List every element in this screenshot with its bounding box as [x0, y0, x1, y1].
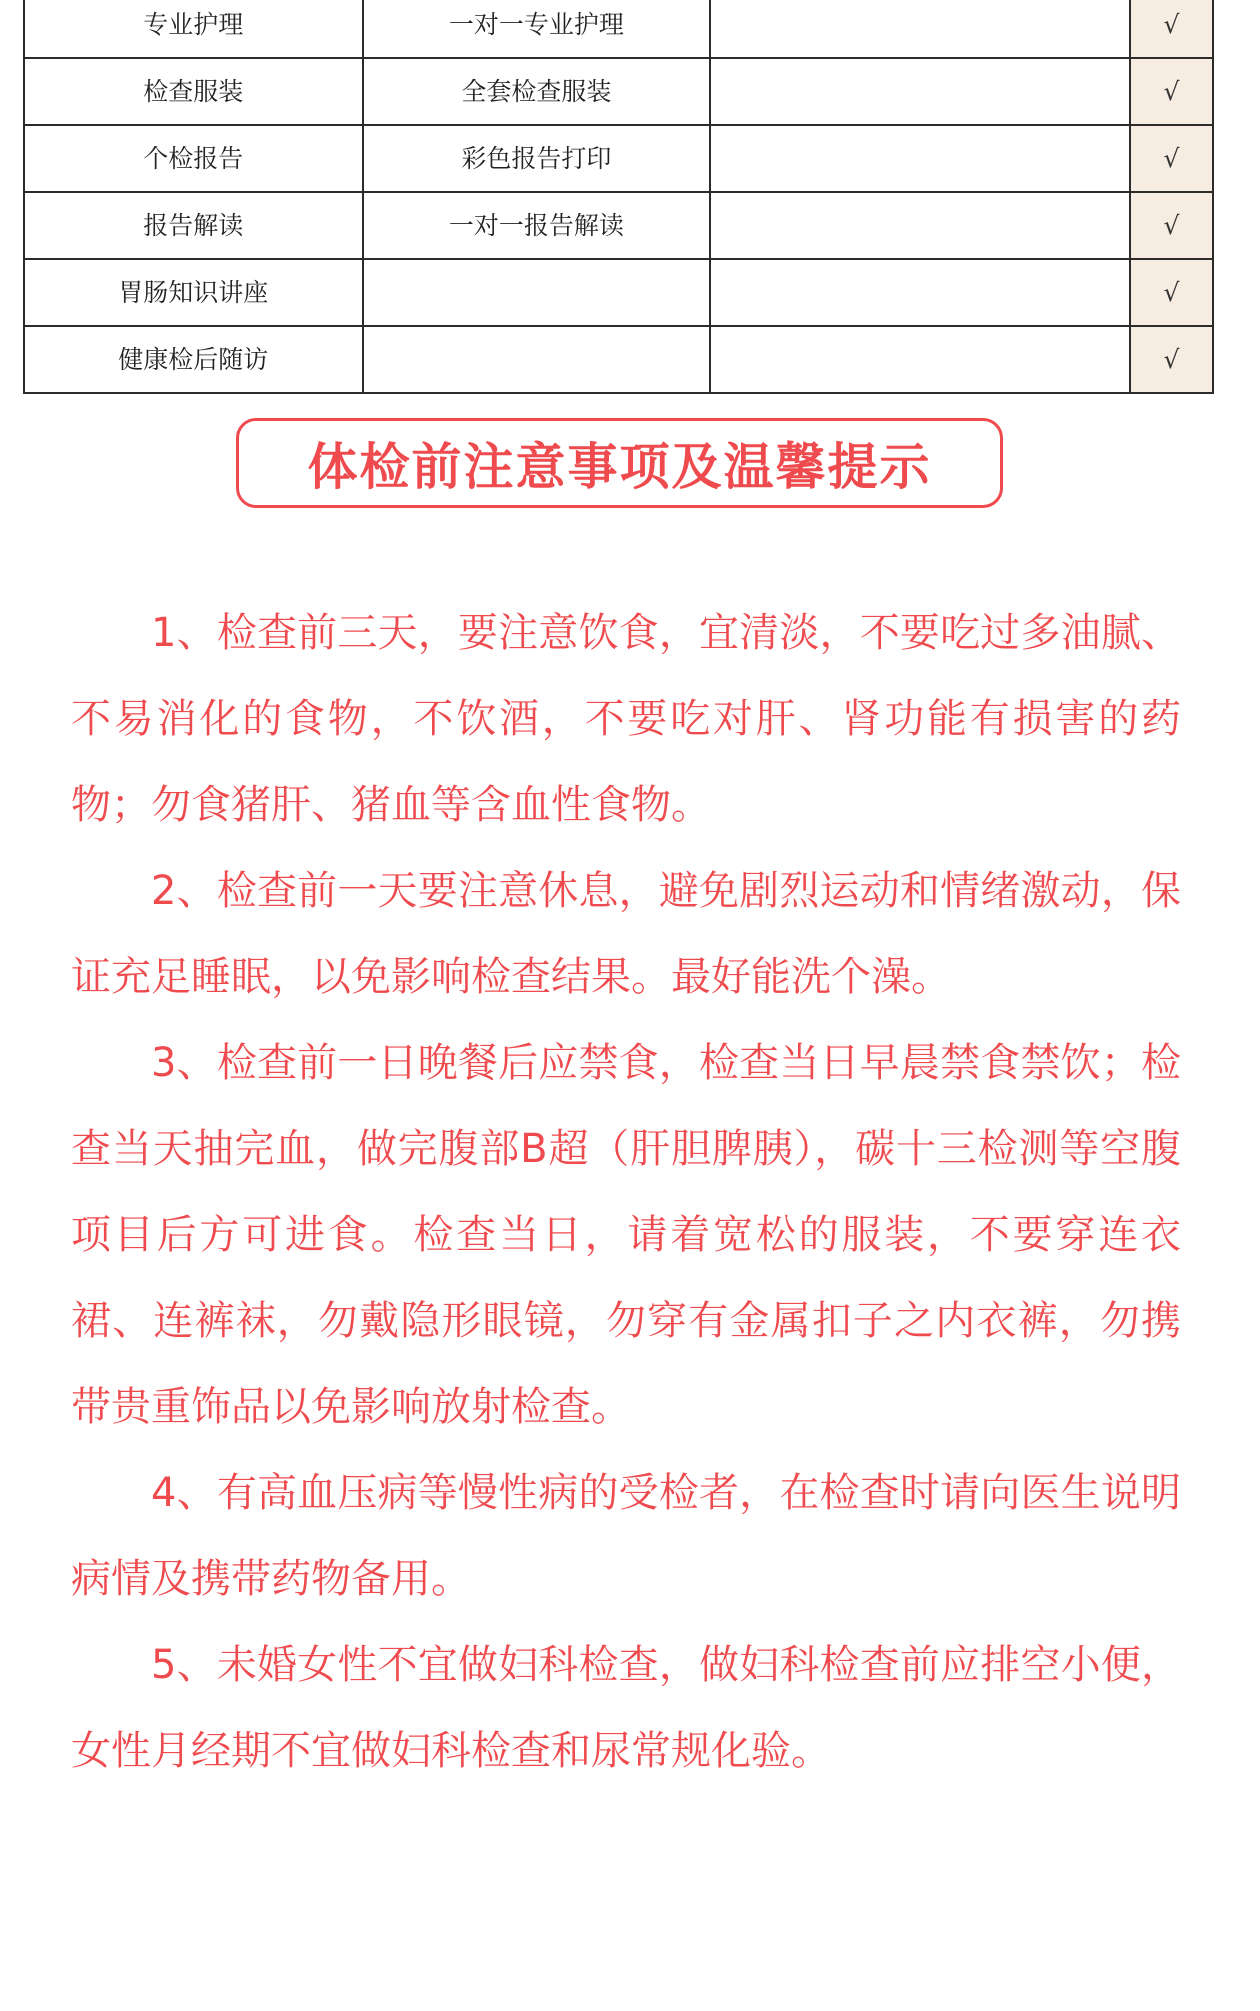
table-cell-item: 报告解读: [24, 192, 363, 259]
table-cell-extra: [710, 259, 1130, 326]
note-paragraph: 3、检查前一日晚餐后应禁食，检查当日早晨禁食禁饮；检查当天抽完血，做完腹部B超（肝胆脾胰），碳十三检测等空腹项目后方可进食。检查当日，请着宽松的服装，不要穿连衣裙、连裤袜，勿戴隐形眼镜，勿穿有金属扣子之内衣裤，勿携带贵重饰品以免影响放射检查。: [71, 1040, 1181, 1430]
table-cell-extra: [710, 125, 1130, 192]
note-paragraph: 4、有高血压病等慢性病的受检者，在检查时请向医生说明病情及携带药物备用。: [71, 1470, 1181, 1602]
table-cell-item: 健康检后随访: [24, 326, 363, 393]
table-row: [24, 259, 1213, 326]
table-cell-extra: [710, 0, 1130, 58]
table-cell-item: 个检报告: [24, 125, 363, 192]
note-paragraph: 5、未婚女性不宜做妇科检查，做妇科检查前应排空小便，女性月经期不宜做妇科检查和尿常规化验。: [71, 1642, 1181, 1774]
table-cell-detail: 彩色报告打印: [363, 125, 711, 192]
service-table: [23, 0, 1214, 394]
table-cell-detail: 全套检查服装: [363, 58, 711, 125]
table-cell-extra: [710, 192, 1130, 259]
section-title: 体检前注意事项及温馨提示: [307, 438, 932, 496]
check-mark: √: [1130, 259, 1213, 326]
note-paragraph: 1、检查前三天，要注意饮食，宜清淡，不要吃过多油腻、不易消化的食物，不饮酒，不要吃对肝、肾功能有损害的药物；勿食猪肝、猪血等含血性食物。: [71, 610, 1181, 828]
section-title-banner: [236, 418, 1003, 508]
table-cell-extra: [710, 326, 1130, 393]
table-row: [24, 192, 1213, 259]
check-mark: √: [1130, 326, 1213, 393]
table-cell-detail: [363, 259, 711, 326]
table-cell-item: 检查服装: [24, 58, 363, 125]
table-row: [24, 58, 1213, 125]
table-row: [24, 326, 1213, 393]
table-cell-item: 胃肠知识讲座: [24, 259, 363, 326]
notes-list: [71, 590, 1181, 1794]
table-row: [24, 0, 1213, 58]
table-cell-extra: [710, 58, 1130, 125]
table-cell-detail: [363, 326, 711, 393]
check-mark: √: [1130, 0, 1213, 58]
check-mark: √: [1130, 125, 1213, 192]
table-cell-item: 专业护理: [24, 0, 363, 58]
table-row: [24, 125, 1213, 192]
check-mark: √: [1130, 192, 1213, 259]
check-mark: √: [1130, 58, 1213, 125]
table-cell-detail: 一对一专业护理: [363, 0, 711, 58]
note-paragraph: 2、检查前一天要注意休息，避免剧烈运动和情绪激动，保证充足睡眠，以免影响检查结果。最好能洗个澡。: [71, 868, 1181, 1000]
table-cell-detail: 一对一报告解读: [363, 192, 711, 259]
